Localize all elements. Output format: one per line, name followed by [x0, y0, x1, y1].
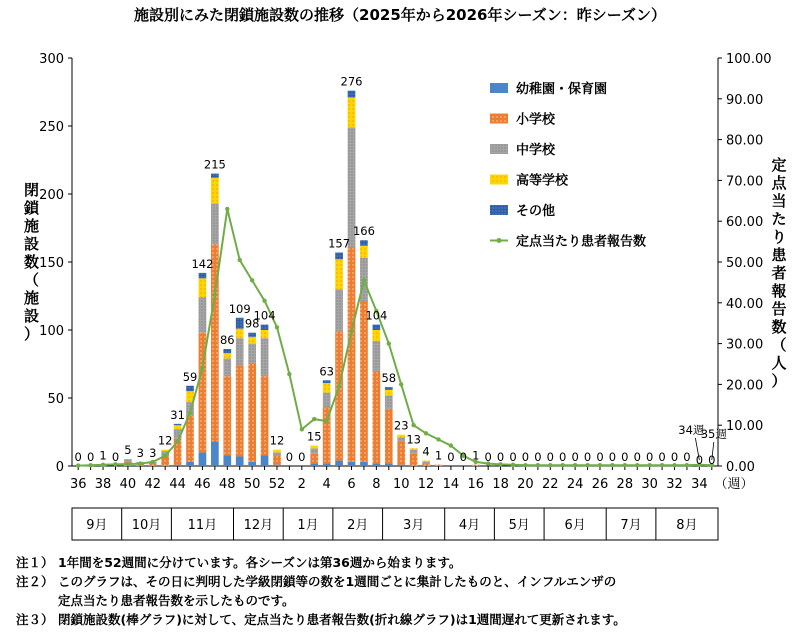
reports-point — [449, 443, 453, 447]
total-label: 12 — [269, 433, 285, 448]
x-tick-label: 44 — [169, 477, 186, 492]
x-tick-label: 26 — [591, 477, 609, 492]
bar-segment — [273, 465, 281, 466]
reports-point — [225, 207, 229, 211]
y2-axis-title: 定点当たり患者報告数（人） — [771, 156, 787, 390]
total-label: 0 — [633, 450, 641, 464]
month-label: 2月 — [347, 518, 369, 533]
bar-segment — [273, 452, 281, 455]
bar-segment — [261, 330, 269, 338]
total-label: 0 — [583, 450, 592, 464]
total-label: 0 — [571, 450, 579, 464]
bar-segment — [261, 455, 269, 466]
total-label: 58 — [381, 371, 397, 386]
month-label: 7月 — [620, 518, 642, 533]
bar-segment — [248, 337, 256, 344]
bar-segment — [273, 450, 281, 453]
reports-point — [411, 423, 415, 427]
footnote-2-continued: 定点当たり患者報告数を示したものです。 — [58, 593, 295, 608]
bar-segment — [385, 395, 393, 409]
x-tick-label: 16 — [467, 477, 485, 492]
month-label: 1月 — [297, 518, 319, 533]
x-tick-label: 20 — [517, 477, 534, 492]
x-axis-title: （週） — [714, 477, 754, 492]
bar-segment — [435, 465, 443, 466]
x-tick-label: 38 — [94, 477, 112, 492]
bar-segment — [310, 448, 318, 453]
reports-point — [188, 411, 192, 415]
bar-segment — [385, 390, 393, 395]
total-label: 104 — [365, 308, 388, 323]
bar-segment — [348, 462, 356, 466]
reports-point — [76, 463, 80, 467]
total-label: 0 — [596, 450, 604, 464]
bar-segment — [186, 416, 194, 462]
bar-segment — [323, 383, 331, 393]
legend-label: 中学校 — [516, 143, 556, 158]
legend-label: その他 — [516, 204, 556, 219]
reports-point — [138, 461, 142, 465]
bar-segment — [186, 386, 194, 391]
y-tick-label: 150 — [39, 256, 64, 271]
total-label: 4 — [422, 444, 430, 459]
bar-segment — [373, 325, 381, 330]
y2-tick-label: 20.00 — [726, 378, 764, 394]
reports-point — [399, 382, 403, 386]
bar-segment — [385, 409, 393, 463]
month-label: 4月 — [458, 518, 481, 533]
total-label: 0 — [658, 450, 666, 464]
bar-segment — [223, 359, 231, 377]
bar-segment — [373, 341, 381, 371]
bar-segment — [310, 446, 318, 449]
bar-segment — [422, 461, 430, 462]
total-label: 0 — [559, 450, 567, 464]
reports-point — [362, 278, 366, 282]
month-label: 12月 — [243, 518, 274, 533]
x-tick-label: 34 — [691, 477, 708, 492]
legend-swatch — [490, 83, 508, 93]
x-tick-label: 46 — [194, 477, 211, 492]
total-label: 3 — [136, 445, 144, 460]
bar-segment — [223, 455, 231, 466]
total-label: 31 — [170, 407, 185, 422]
total-label: 0 — [285, 450, 294, 464]
bar-segment — [174, 425, 182, 429]
total-label: 0 — [447, 450, 455, 464]
bar-segment — [360, 462, 368, 466]
reports-point — [337, 384, 341, 388]
y-tick-label: 100 — [39, 324, 64, 339]
bar-segment — [174, 465, 182, 466]
total-label: 0 — [608, 450, 617, 464]
bar-segment — [323, 463, 331, 466]
y2-tick-label: 0.00 — [726, 460, 755, 475]
total-label: 215 — [203, 157, 226, 172]
total-label: 0 — [546, 450, 554, 464]
bar-segment — [124, 459, 132, 462]
footnote-2: 注２） このグラフは、その日に判明した学級閉鎖等の数を1週間ごとに集計したものと、インフルエンザの — [16, 574, 617, 589]
y-tick-label: 200 — [39, 188, 64, 203]
bar-segment — [410, 448, 418, 449]
x-tick-label: 8 — [372, 477, 381, 492]
total-label: 109 — [228, 301, 251, 316]
legend-label: 定点当たり患者報告数 — [516, 234, 647, 250]
bar-segment — [248, 462, 256, 466]
reports-point — [126, 462, 130, 466]
total-label: 0 — [534, 450, 542, 464]
week35-annotation: 35週 — [700, 427, 727, 441]
y2-tick-label: 100.00 — [726, 52, 772, 67]
legend-swatch — [490, 205, 508, 215]
x-tick-label: 42 — [144, 477, 162, 492]
total-label: 86 — [219, 333, 235, 348]
month-label: 10月 — [131, 518, 162, 533]
bar-segment — [410, 454, 418, 466]
bar-segment — [310, 463, 318, 466]
total-label: 0 — [521, 450, 530, 464]
bar-segment — [261, 325, 269, 330]
bar-segment — [422, 463, 430, 466]
total-label: 0 — [496, 450, 505, 464]
legend-swatch — [490, 114, 508, 124]
bar-segment — [422, 462, 430, 463]
total-label: 13 — [406, 432, 421, 447]
x-tick-label: 24 — [566, 477, 584, 492]
month-label: 6月 — [564, 518, 586, 533]
reports-point — [175, 439, 179, 443]
bar-segment — [373, 463, 381, 466]
total-label: 0 — [484, 450, 492, 464]
x-tick-label: 18 — [492, 477, 509, 492]
reports-point — [387, 341, 391, 345]
bar-segment — [211, 442, 219, 466]
y-axis-title: 閉鎖施設数（施設） — [24, 181, 40, 343]
total-label: 0 — [111, 450, 120, 464]
week34-annotation: 34週 — [678, 423, 705, 437]
month-label: 5月 — [508, 518, 530, 533]
total-label: 3 — [149, 445, 157, 460]
x-tick-label: 14 — [442, 477, 460, 492]
bar-segment — [199, 297, 207, 332]
bar-segment — [236, 318, 244, 329]
bar-segment — [223, 376, 231, 455]
bar-segment — [348, 247, 356, 462]
bar-segment — [161, 450, 169, 451]
y2-tick-label: 90.00 — [726, 92, 764, 108]
bar-segment — [385, 387, 393, 390]
y2-tick-label: 50.00 — [726, 256, 764, 271]
bar-segment — [174, 424, 182, 425]
bar-segment — [397, 465, 405, 466]
y2-tick-label: 40.00 — [726, 296, 764, 312]
total-label: 15 — [306, 429, 322, 444]
bar-segment — [261, 376, 269, 455]
bar-segment — [223, 349, 231, 353]
reports-point — [101, 463, 105, 467]
x-tick-label: 6 — [347, 477, 356, 492]
x-tick-label: 32 — [666, 477, 683, 492]
reports-point — [275, 325, 279, 329]
bar-segment — [335, 289, 343, 331]
y2-tick-label: 80.00 — [726, 133, 764, 149]
x-tick-label: 2 — [297, 477, 306, 492]
chart-title: 施設別にみた閉鎖施設数の推移（2025年から2026年シーズン：昨シーズン） — [134, 6, 666, 24]
bar-segment — [410, 450, 418, 454]
legend-label: 高等学校 — [516, 173, 569, 189]
bar-segment — [199, 278, 207, 297]
bar-segment — [186, 462, 194, 466]
bar-segment — [348, 91, 356, 98]
total-label: 5 — [124, 443, 132, 458]
total-label: 0 — [459, 450, 467, 464]
total-label: 142 — [191, 256, 214, 271]
total-label: 0 — [708, 453, 716, 467]
total-label: 0 — [670, 450, 679, 464]
reports-point — [213, 292, 217, 296]
legend-label: 幼稚園・保育園 — [516, 82, 608, 97]
x-tick-label: 22 — [542, 477, 559, 492]
bar-segment — [248, 364, 256, 462]
reports-point — [200, 366, 204, 370]
bar-segment — [385, 463, 393, 466]
total-label: 59 — [182, 369, 198, 384]
x-tick-label: 50 — [243, 477, 261, 492]
total-label: 0 — [683, 450, 691, 464]
x-tick-label: 4 — [322, 477, 331, 492]
month-label: 9月 — [86, 518, 108, 533]
reports-point — [349, 329, 353, 333]
reports-point — [324, 419, 328, 423]
bar-segment — [236, 365, 244, 456]
reports-point — [287, 372, 291, 376]
reports-point — [312, 417, 316, 421]
bar-segment — [335, 461, 343, 466]
month-label: 3月 — [402, 518, 425, 533]
bar-segment — [248, 344, 256, 364]
legend-label: 小学校 — [516, 112, 556, 128]
bar-segment — [397, 437, 405, 441]
bar-segment — [397, 435, 405, 438]
x-tick-label: 28 — [616, 477, 634, 492]
total-label: 104 — [253, 308, 276, 323]
bar-segment — [310, 454, 318, 464]
total-label: 63 — [319, 364, 334, 379]
footnotes — [16, 553, 626, 629]
month-label: 11月 — [187, 518, 218, 533]
total-label: 98 — [244, 316, 260, 331]
bar-segment — [236, 338, 244, 365]
bar-segment — [323, 380, 331, 383]
reports-point — [250, 278, 254, 282]
bar-segment — [236, 329, 244, 339]
reports-point — [262, 299, 266, 303]
bar-segment — [360, 301, 368, 461]
bar-segment — [335, 259, 343, 289]
y-tick-label: 250 — [39, 120, 64, 135]
x-tick-label: 12 — [417, 477, 435, 492]
bar-segment — [335, 252, 343, 259]
bar-segment — [397, 442, 405, 465]
bar-segment — [373, 330, 381, 341]
total-label: 166 — [352, 224, 375, 239]
reports-point — [300, 427, 304, 431]
bar-segment — [211, 174, 219, 178]
total-label: 0 — [74, 450, 82, 464]
footnote-1: 注１） 1年間を52週間に分けています。各シーズンは第36週から始まります。 — [16, 555, 462, 570]
bar-segment — [273, 455, 281, 465]
reports-point — [424, 431, 428, 435]
month-label: 8月 — [676, 518, 698, 533]
x-tick-label: 36 — [69, 477, 87, 492]
total-label: 1 — [434, 448, 443, 463]
total-label: 1 — [99, 448, 107, 463]
bar-segment — [211, 178, 219, 204]
x-tick-label: 48 — [219, 477, 236, 492]
total-label: 0 — [621, 450, 629, 464]
total-label: 23 — [393, 418, 409, 433]
bar-segment — [236, 456, 244, 466]
bar-segment — [261, 338, 269, 376]
x-tick-label: 10 — [392, 477, 410, 492]
total-label: 12 — [157, 433, 173, 448]
bar-segment — [360, 240, 368, 245]
legend-line-marker — [497, 238, 502, 243]
total-label: 157 — [328, 236, 351, 251]
y-tick-label: 50 — [47, 392, 64, 407]
bar-segment — [360, 246, 368, 258]
reports-point — [151, 460, 155, 464]
legend-swatch — [490, 175, 508, 185]
total-label: 0 — [646, 450, 654, 464]
y2-tick-label: 10.00 — [726, 419, 764, 435]
y2-tick-label: 60.00 — [726, 215, 764, 231]
bar-segment — [248, 333, 256, 337]
bar-segment — [223, 353, 231, 358]
total-label: 0 — [298, 450, 306, 464]
reports-point — [163, 454, 167, 458]
x-tick-label: 30 — [641, 477, 658, 492]
total-label: 276 — [340, 74, 363, 89]
total-label: 0 — [509, 450, 517, 464]
x-tick-label: 52 — [268, 477, 286, 492]
bar-segment — [348, 97, 356, 127]
bar-segment — [323, 393, 331, 408]
y-tick-label: 0 — [55, 460, 64, 475]
bar-segment — [373, 371, 381, 463]
bar-segment — [199, 452, 207, 466]
total-label: 0 — [695, 453, 704, 467]
bar-segment — [472, 465, 480, 466]
y2-tick-label: 30.00 — [726, 337, 764, 353]
y2-tick-label: 70.00 — [726, 174, 764, 190]
y-tick-label: 300 — [39, 52, 64, 67]
footnote-3: 注３） 閉鎖施設数(棒グラフ)に対して、定点当たり患者報告数(折れ線グラフ)は1週間遅れて更新されます。 — [16, 612, 626, 627]
legend-swatch — [490, 144, 508, 154]
reports-point — [436, 437, 440, 441]
bar-segment — [199, 273, 207, 278]
total-label: 1 — [472, 448, 480, 463]
total-label: 0 — [86, 450, 95, 464]
reports-point — [238, 258, 242, 262]
bar-segment — [211, 204, 219, 245]
x-tick-label: 40 — [119, 477, 137, 492]
